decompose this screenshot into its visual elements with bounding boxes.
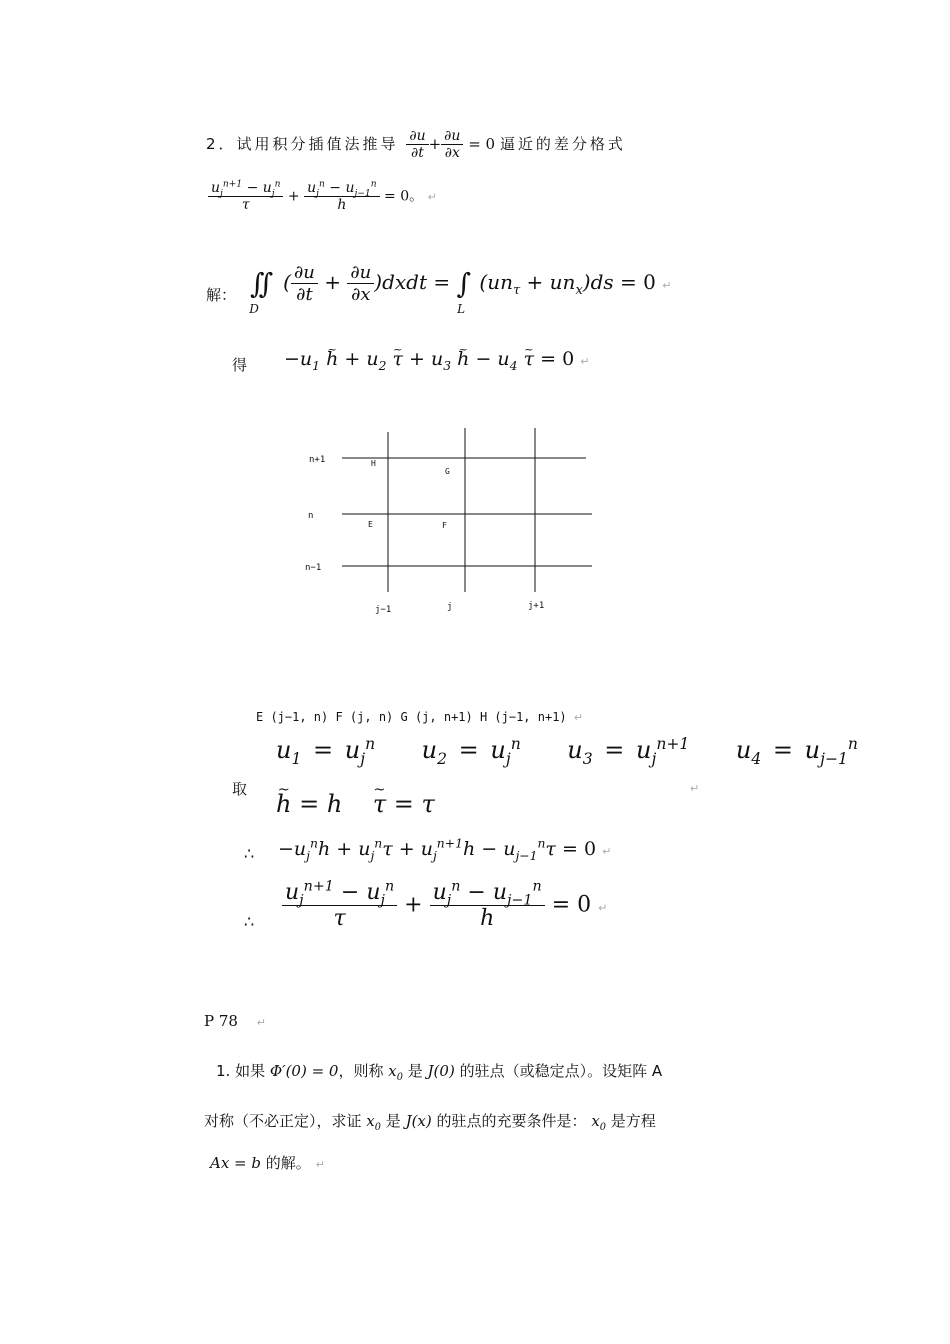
therefore-1: ∴	[244, 844, 255, 863]
row-label-n-minus-1: n−1	[305, 563, 322, 573]
row-label-n-plus-1: n+1	[309, 455, 326, 465]
point-h-label: H	[371, 459, 376, 468]
u-definitions: $u_1 = u_j^n$ $u_2 = u_j^n$ $u_3 = u_j^{n+1}$ $u_4 = u_{j-1}^n$	[276, 735, 858, 768]
solution-label: 解：	[206, 286, 237, 304]
col-label-j-minus-1: j−1	[375, 605, 392, 615]
problem2-statement: 2．试用积分插值法推导 $\frac{\partial u}{\partial t}$ + $\frac{\partial u}{\partial x}$ = 0 逼近的差分格式	[206, 128, 626, 161]
p78-problem1-line1: 1. 如果 Φ′(0) = 0，则称 $x_0$ 是 J(0) 的驻点（或稳定点）。设矩阵 A	[216, 1062, 663, 1083]
p78-problem1-line2: 对称（不必正定），求证 $x_0$ 是 J(x) 的驻点的充要条件是： $x_0$ 是方程	[204, 1112, 656, 1133]
p78-problem1-line3: Ax = b 的解。 ↵	[210, 1154, 325, 1172]
pde-term-t: $\frac{\partial u}{\partial t}$	[406, 128, 428, 161]
integral-equation: $\int\int_D$ ( $\frac{\partial u}{\partial t}$ + $\frac{\partial u}{\partial x}$ )dxdt = $\int_L$ $(un_\tau + un_x)ds = 0$ ↵	[249, 262, 672, 316]
col-label-j-plus-1: j+1	[528, 601, 545, 611]
therefore-2: ∴	[244, 912, 255, 931]
point-g-label: G	[445, 467, 450, 476]
page-ref: P 78 ↵	[204, 1012, 266, 1030]
derive-label: 得	[232, 356, 248, 374]
pde-term-x: $\frac{\partial u}{\partial x}$	[441, 128, 463, 161]
take-mark: ↵	[690, 782, 700, 795]
problem2-after-pde: 逼近的差分格式	[499, 135, 626, 153]
points-line-text: E (j−1, n) F (j, n) G (j, n+1) H (j−1, n+1)	[256, 710, 567, 724]
problem2-intro: 2．试用积分插值法推导	[206, 135, 399, 153]
row-label-n: n	[308, 511, 314, 521]
paragraph-mark: ↵	[427, 190, 437, 204]
point-e-label: E	[368, 520, 373, 529]
page-ref-text: P 78	[204, 1012, 238, 1030]
take-equation: ~ h = h ~ τ = τ	[276, 790, 435, 818]
final-scheme: $\frac{u_j^{n+1} - u_j^n}{\tau}$ + $\frac{u_j^n - u_{j-1}^n}{h}$ = 0 ↵	[282, 880, 607, 931]
take-label: 取	[232, 780, 248, 798]
point-f-label: F	[442, 521, 447, 530]
scheme-end: = 0。	[384, 188, 424, 205]
col-label-j: j	[447, 602, 453, 612]
expanded-equation: $-u_j^nh + u_j^n\tau + u_j^{n+1}h - u_{j-1}^n\tau = 0$ ↵	[278, 836, 612, 863]
derive-equation: $-u_1$ ~ $h + u_2$ ~ $\tau + u_3$ ~ $h - u_4$ ~ τ = 0 ↵	[284, 348, 589, 370]
points-line: E (j−1, n) F (j, n) G (j, n+1) H (j−1, n+1) ↵	[256, 710, 584, 724]
target-scheme: $\frac{u_j^{n+1} - u_j^n}{\tau}$ + $\frac{u_j^n - u_{j-1}^n}{h}$ = 0。 ↵	[208, 180, 437, 213]
